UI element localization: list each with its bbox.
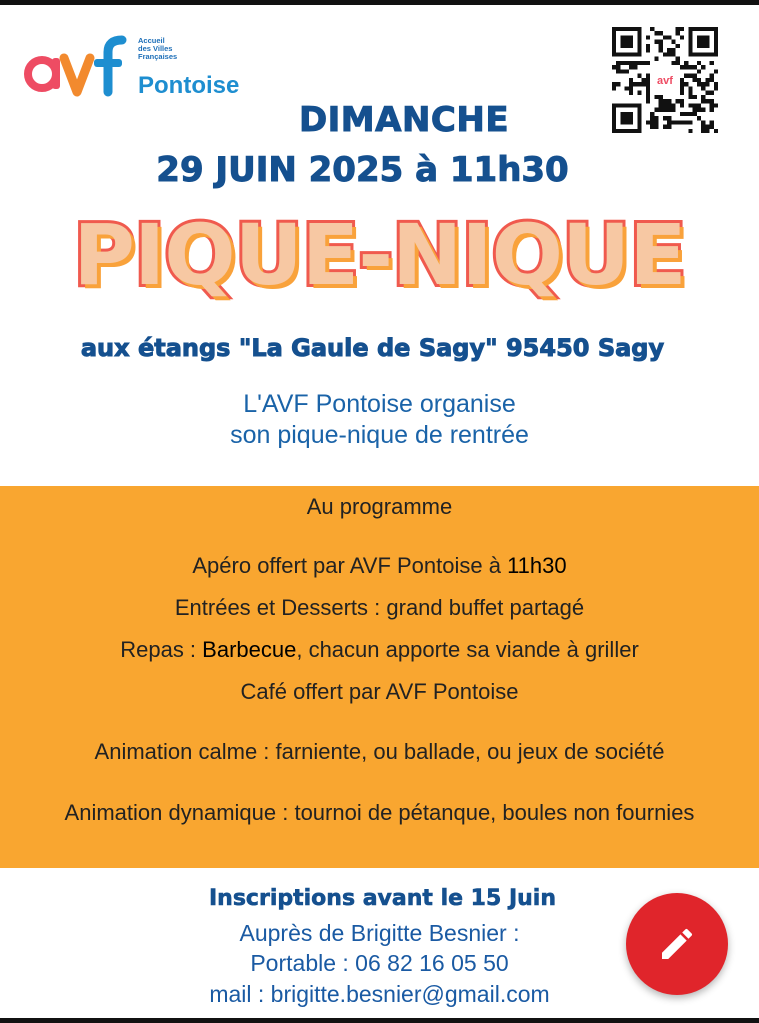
programme-section <box>0 486 759 868</box>
tagline-line-2: des Villes <box>138 44 173 53</box>
registration-deadline: Inscriptions avant le 15 Juin <box>208 886 557 911</box>
repas-rest: , chacun apporte sa viande à griller <box>296 637 639 662</box>
tagline-line-1: Accueil <box>138 36 165 45</box>
programme-heading: Au programme <box>306 494 453 519</box>
programme-cafe: Café offert par AVF Pontoise <box>240 679 519 704</box>
event-location: aux étangs "La Gaule de Sagy" 95450 Sagy <box>80 334 665 362</box>
apero-time: 11h30 <box>507 553 567 578</box>
bottom-border <box>0 1018 759 1023</box>
event-day: DIMANCHE <box>298 100 510 140</box>
repas-highlight: Barbecue <box>202 637 297 662</box>
programme-apero <box>0 553 759 579</box>
contact-email: mail : brigitte.besnier@gmail.com <box>209 981 550 1007</box>
pencil-icon <box>657 924 697 964</box>
tagline-line-3: Françaises <box>138 52 178 61</box>
top-border <box>0 0 759 5</box>
logo-city: Pontoise <box>138 72 240 99</box>
programme-animation-calme: Animation calme : farniente, ou ballade, ou jeux de société <box>94 739 665 764</box>
programme-entrees: Entrées et Desserts : grand buffet partagé <box>174 595 585 620</box>
avf-logo <box>22 34 262 104</box>
avf-letters-graphic <box>22 34 134 100</box>
repas-label: Repas : <box>120 637 203 662</box>
edit-button[interactable] <box>626 893 728 995</box>
contact-phone: Portable : 06 82 16 05 50 <box>250 950 509 976</box>
intro-text <box>0 389 759 451</box>
apero-text: Apéro offert par AVF Pontoise à <box>192 553 508 578</box>
qr-center-label: avf <box>657 74 673 87</box>
contact-person: Auprès de Brigitte Besnier : <box>239 920 520 946</box>
programme-repas <box>0 637 759 663</box>
programme-animation-dynamique: Animation dynamique : tournoi de pétanque, boules non fournies <box>64 800 695 825</box>
event-title: PIQUE-NIQUE <box>73 206 686 304</box>
intro-line-1: L'AVF Pontoise organise <box>243 390 516 418</box>
logo-tagline <box>138 37 177 61</box>
intro-line-2: son pique-nique de rentrée <box>230 421 529 449</box>
event-date: 29 JUIN 2025 à 11h30 <box>156 150 569 190</box>
